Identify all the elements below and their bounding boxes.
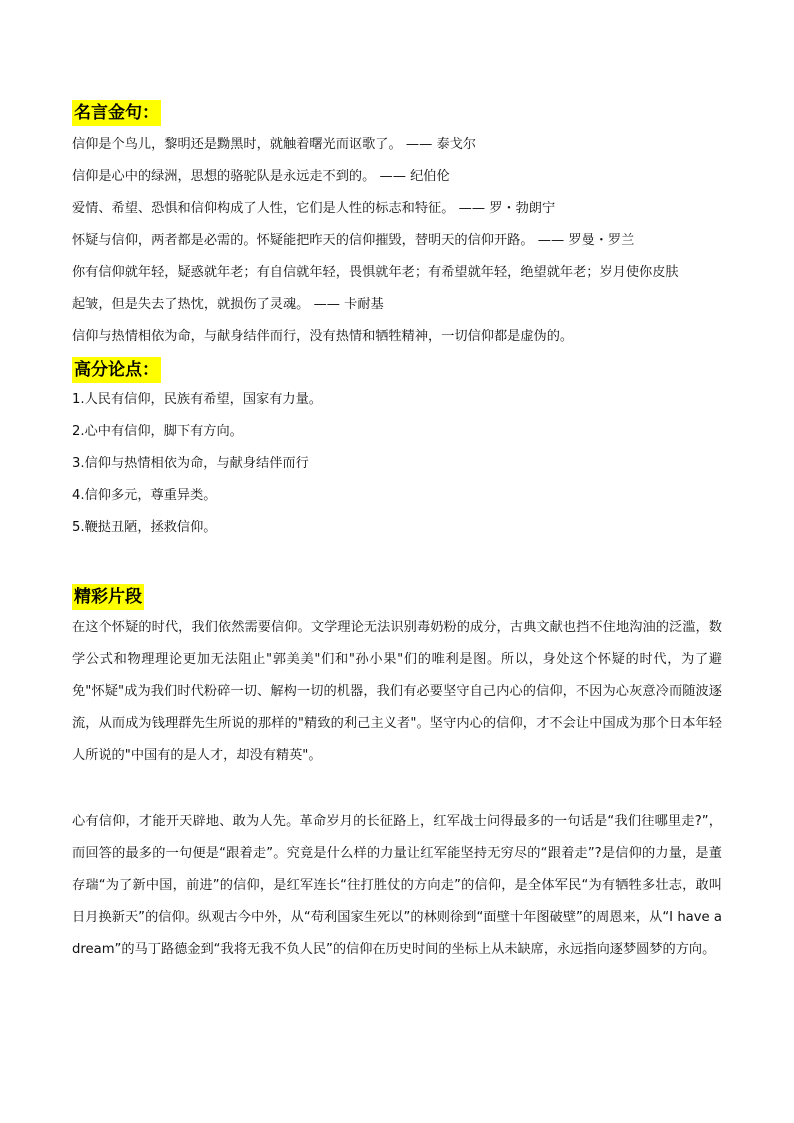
argument-item: 5.鞭挞丑陋，拯救信仰。 [72, 520, 217, 535]
quote-line: 起皱，但是失去了热忱，就损伤了灵魂。 —— 卡耐基 [72, 297, 384, 312]
quote-line: 怀疑与信仰，两者都是必需的。怀疑能把昨天的信仰摧毁，替明天的信仰开路。 —— 罗曼・罗兰 [72, 233, 635, 248]
quote-line: 爱情、希望、恐惧和信仰构成了人性，它们是人性的标志和特征。 —— 罗・勃朗宁 [72, 201, 556, 216]
arguments-heading: 高分论点： [72, 357, 161, 383]
quote-line: 你有信仰就年轻，疑惑就年老；有自信就年轻，畏惧就年老；有希望就年轻，绝望就年老；岁月使你皮肤 [72, 265, 679, 280]
arguments-section [72, 357, 722, 544]
quote-line: 信仰与热情相依为命，与献身结伴而行，没有热情和牺牲精神，一切信仰都是虚伪的。 [72, 329, 574, 344]
excerpts-heading: 精彩片段 [72, 584, 144, 610]
quotes-section [72, 100, 722, 353]
excerpt-paragraph: 在这个怀疑的时代，我们依然需要信仰。文学理论无法识别毒奶粉的成分，古典文献也挡不住地沟油的泛滥，数学公式和物理理论更加无法阻止"郭美美"们和"孙小果"们的唯利是图。所以，身处这个怀疑的时代，为了避免"怀疑"成为我们时代粉碎一切、解构一切的机器，我们有必要坚守自己内心的信仰，不因为心灰意冷而随波逐流，从而成为钱理群先生所说的那样的"精致的利己主义者"。坚守内心的信仰，才不会让中国成为那个日本年轻人所说的"中国有的是人才，却没有精英"。 [72, 620, 722, 763]
argument-item: 1.人民有信仰，民族有希望，国家有力量。 [72, 392, 322, 407]
excerpt-paragraph: 心有信仰，才能开天辟地、敢为人先。革命岁月的长征路上，红军战士问得最多的一句话是“我们往哪里走?”，而回答的最多的一句便是“跟着走”。究竟是什么样的力量让红军能坚持无穷尽的“跟着走”?是信仰的力量，是董存瑞“为了新中国，前进”的信仰，是红军连长“往打胜仗的方向走”的信仰，是全体军民“为有牺牲多壮志，敢叫日月换新天”的信仰。纵观古今中外，从“苟利国家生死以”的林则徐到“面壁十年图破壁”的周恩来，从“I have a dream”的马丁路德金到“我将无我不负人民”的信仰在历史时间的坐标上从未缺席，永远指向逐梦圆梦的方向。 [72, 814, 722, 957]
quotes-heading: 名言金句： [72, 100, 161, 126]
document-page [72, 100, 722, 966]
excerpts-section [72, 584, 722, 966]
argument-item: 3.信仰与热情相依为命，与献身结伴而行 [72, 456, 309, 471]
argument-item: 4.信仰多元，尊重异类。 [72, 488, 217, 503]
quote-line: 信仰是个鸟儿，黎明还是黝黑时，就触着曙光而讴歌了。 —— 泰戈尔 [72, 137, 477, 152]
quote-line: 信仰是心中的绿洲，思想的骆驼队是永远走不到的。 —— 纪伯伦 [72, 169, 450, 184]
argument-item: 2.心中有信仰，脚下有方向。 [72, 424, 243, 439]
